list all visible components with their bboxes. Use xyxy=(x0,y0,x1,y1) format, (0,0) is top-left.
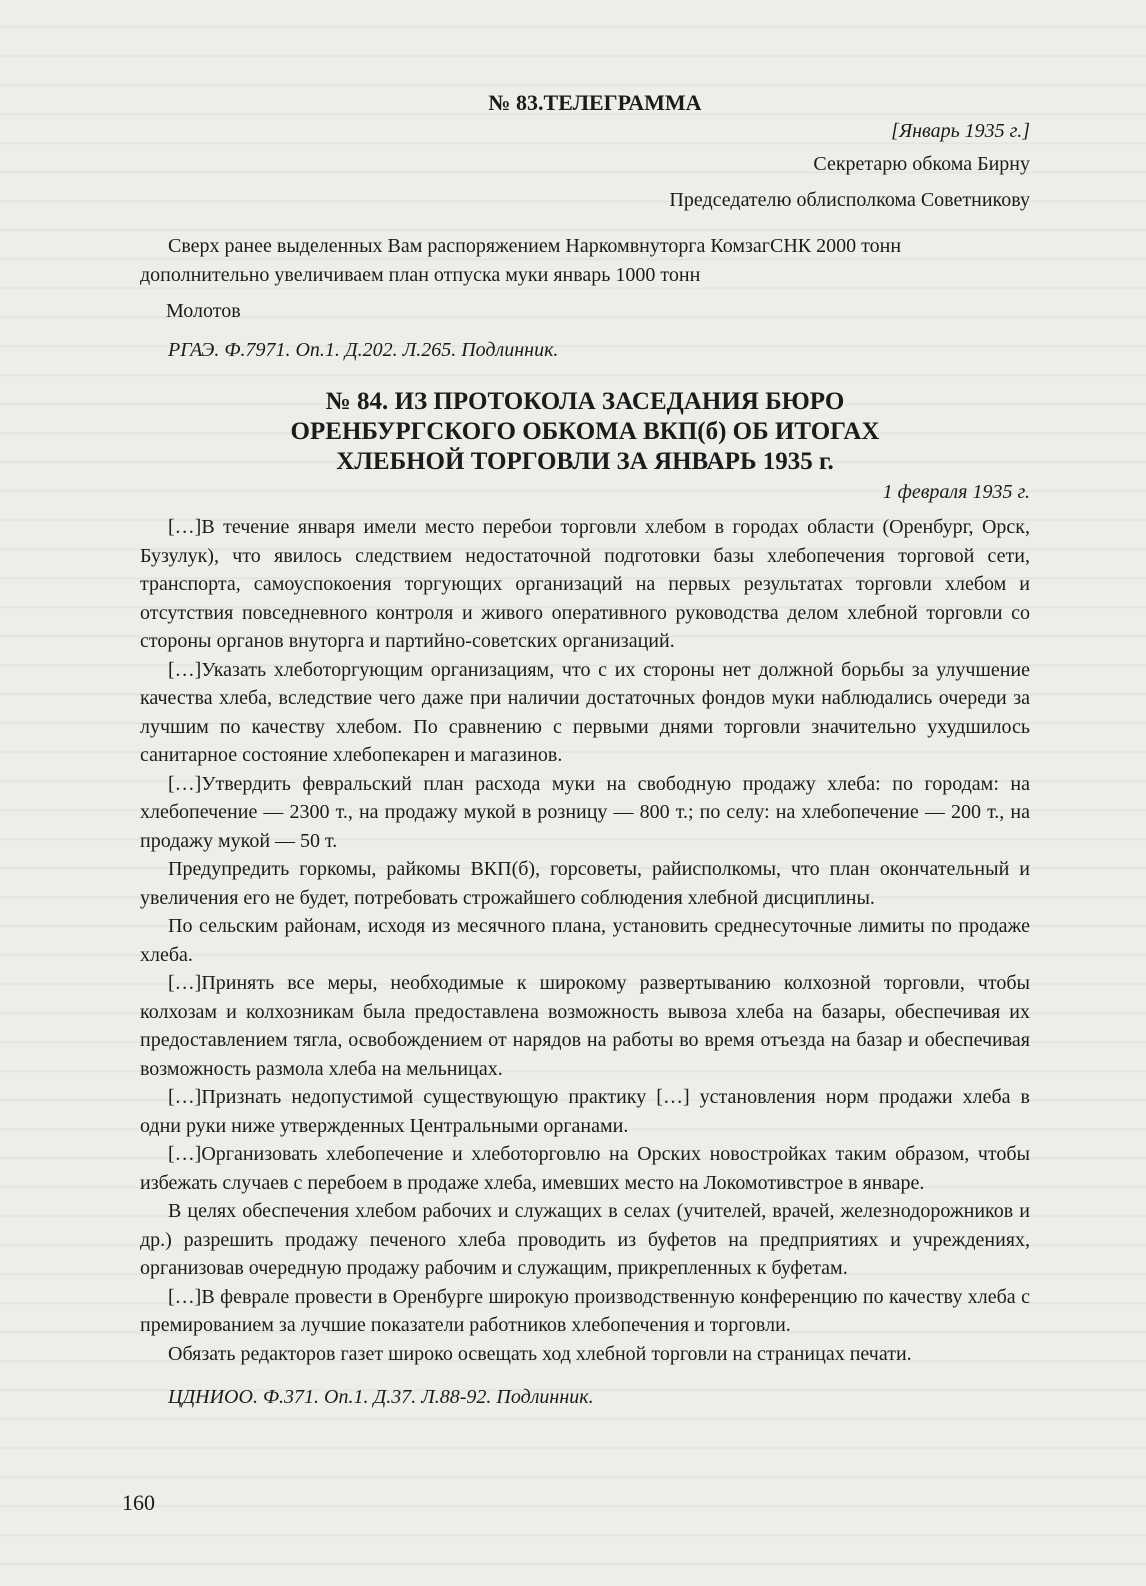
doc83-addressee-2: Председателю облисполкома Советникову xyxy=(669,189,1030,211)
doc84-paragraph: […]Организовать хлебопечение и хлеботорговлю на Орских новостройках таким образом, чтобы избежать случаев с перебоем в продаже хлеба, имевших место на Локомотивстрое в январе. xyxy=(140,1143,1030,1194)
doc83-addressee-1: Секретарю обкома Бирну xyxy=(813,153,1030,175)
doc84-paragraph: В целях обеспечения хлебом рабочих и служащих в селах (учителей, врачей, железнодорожников и др.) разрешить продажу печеного хлеба проводить из буфетов на предприятиях и учреждениях, организовав очередную продажу рабочим и служащим, прикрепленных к буфетам. xyxy=(140,1200,1030,1279)
doc83-title: № 83.ТЕЛЕГРАММА xyxy=(488,90,702,115)
doc84-paragraph: […]Признать недопустимой существующую практику […] установления норм продажи хлеба в одни руки ниже утвержденных Центральными органами. xyxy=(140,1086,1030,1137)
doc83-body-line-2: дополнительно увеличиваем план отпуска муки январь 1000 тонн xyxy=(140,263,701,286)
doc84-date: 1 февраля 1935 г. xyxy=(882,481,1030,503)
doc84-paragraph: По сельским районам, исходя из месячного плана, установить среднесуточные лимиты по продаже хлеба. xyxy=(140,915,1030,966)
doc83-source: РГАЭ. Ф.7971. Оп.1. Д.202. Л.265. Подлинник. xyxy=(168,339,559,361)
page-number: 160 xyxy=(122,1490,155,1515)
doc84-title-line-2: ОРЕНБУРГСКОГО ОБКОМА ВКП(б) ОБ ИТОГАХ xyxy=(290,418,880,445)
page-content xyxy=(140,88,1030,1412)
doc84-paragraph: […]В течение января имели место перебои торговли хлебом в городах области (Оренбург, Орск, Бузулук), что явилось следствием недостаточной подготовки базы хлебопечения торговой сети, транспорта, самоуспокоения торгующих организаций на первых результатах торговли хлебом и отсутствия повседневного контроля и живого оперативного руководства делом хлебной торговли со стороны органов внуторга и партийно-советских организаций. xyxy=(140,516,1030,652)
doc83-body-line-1: Сверх ранее выделенных Вам распоряжением Наркомвнуторга КомзагСНК 2000 тонн xyxy=(168,235,902,257)
doc84-paragraph: Обязать редакторов газет широко освещать ход хлебной торговли на страницах печати. xyxy=(168,1342,912,1365)
doc84-title-line-1: № 84. ИЗ ПРОТОКОЛА ЗАСЕДАНИЯ БЮРО xyxy=(325,388,845,415)
doc83-date: [Январь 1935 г.] xyxy=(891,120,1030,142)
doc83-signer: Молотов xyxy=(166,300,241,322)
doc84-title-line-3: ХЛЕБНОЙ ТОРГОВЛИ ЗА ЯНВАРЬ 1935 г. xyxy=(336,448,834,475)
doc84-paragraph: Предупредить горкомы, райкомы ВКП(б), горсоветы, райисполкомы, что план окончательный и увеличения его не будет, потребовать строжайшего соблюдения хлебной дисциплины. xyxy=(140,858,1030,909)
doc84-paragraph: […]Указать хлеботоргующим организациям, что с их стороны нет должной борьбы за улучшение качества хлеба, вследствие чего даже при наличии достаточных фондов муки наблюдались очереди за лучшим по качеству хлебом. По сравнению с первыми днями торговли значительно ухудшилось санитарное состояние хлебопекарен и магазинов. xyxy=(140,658,1030,766)
doc84-paragraph: […]В феврале провести в Оренбурге широкую производственную конференцию по качеству хлеба с премированием за лучшие показатели работников хлебопечения и торговли. xyxy=(140,1285,1030,1336)
doc84-paragraph: […]Утвердить февральский план расхода муки на свободную продажу хлеба: по городам: на хлебопечение — 2300 т., на продажу мукой в розницу — 800 т.; по селу: на хлебопечение — 200 т., на продажу мукой — 50 т. xyxy=(140,772,1030,852)
doc84-paragraph: […]Принять все меры, необходимые к широкому развертыванию колхозной торговли, чтобы колхозам и колхозникам была предоставлена возможность вывоза хлеба на базары, обеспечивая их предоставлением тягла, освобождением от нарядов на работы во время отъезда на базар и обеспечивая возможность размола хлеба на мельницах. xyxy=(140,972,1030,1080)
doc84-source: ЦДНИОО. Ф.371. Оп.1. Д.37. Л.88-92. Подлинник. xyxy=(168,1386,594,1408)
